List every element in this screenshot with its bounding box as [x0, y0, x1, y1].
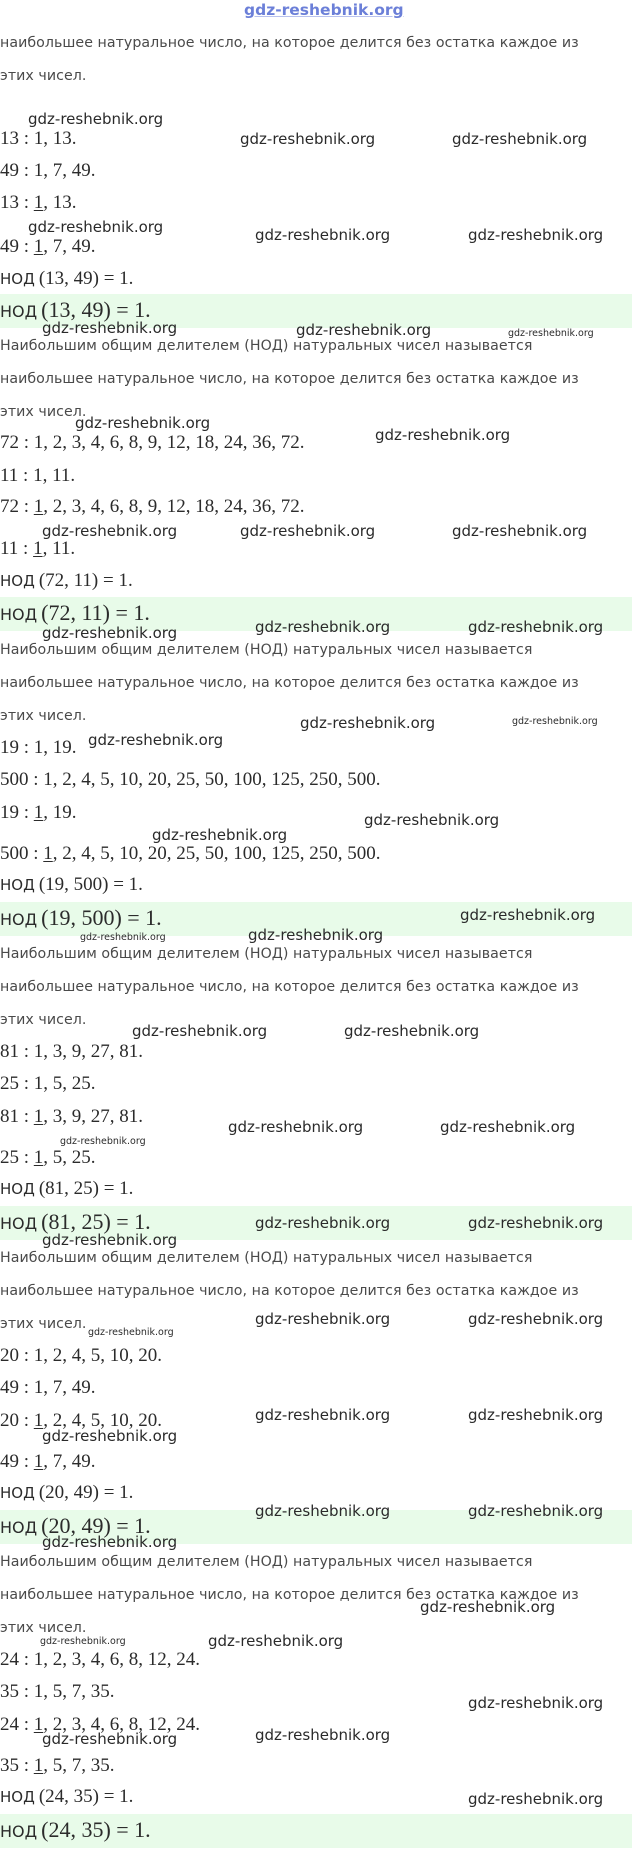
- watermark-text: gdz-reshebnik.org: [468, 1406, 604, 1424]
- watermark-text: gdz-reshebnik.org: [364, 811, 500, 829]
- watermark-text: gdz-reshebnik.org: [344, 1022, 480, 1040]
- divisors-line: 49 : 1, 7, 49.: [0, 1377, 96, 1398]
- definition-line-1: Наибольшим общим делителем (НОД) натуральных чисел называется: [0, 1250, 533, 1266]
- watermark-text: gdz-reshebnik.org: [468, 1310, 604, 1328]
- definition-line-2: наибольшее натуральное число, на которое делится без остатка каждое из: [0, 371, 579, 387]
- watermark-text: gdz-reshebnik.org: [508, 328, 594, 339]
- watermark-text: gdz-reshebnik.org: [42, 624, 178, 642]
- watermark-text: gdz-reshebnik.org: [28, 110, 164, 128]
- watermark-text: gdz-reshebnik.org: [460, 906, 596, 924]
- site-watermark-link[interactable]: gdz-reshebnik.org: [244, 1, 404, 19]
- watermark-text: gdz-reshebnik.org: [42, 1533, 178, 1551]
- watermark-text: gdz-reshebnik.org: [468, 226, 604, 244]
- answer-line: НОД (24, 35) = 1.: [0, 1817, 151, 1842]
- divisors-marked-line: 11 : 1, 11.: [0, 538, 76, 559]
- watermark-text: gdz-reshebnik.org: [240, 130, 376, 148]
- watermark-text: gdz-reshebnik.org: [60, 1136, 146, 1147]
- definition-line-2: наибольшее натуральное число, на которое делится без остатка каждое из: [0, 1587, 579, 1603]
- watermark-text: gdz-reshebnik.org: [42, 1231, 178, 1249]
- watermark-text: gdz-reshebnik.org: [255, 1406, 391, 1424]
- watermark-text: gdz-reshebnik.org: [80, 932, 166, 943]
- watermark-text: gdz-reshebnik.org: [375, 426, 511, 444]
- watermark-text: gdz-reshebnik.org: [255, 1214, 391, 1232]
- watermark-text: gdz-reshebnik.org: [255, 618, 391, 636]
- answer-line: НОД (13, 49) = 1.: [0, 297, 151, 322]
- watermark-text: gdz-reshebnik.org: [255, 1726, 391, 1744]
- watermark-text: gdz-reshebnik.org: [255, 1502, 391, 1520]
- definition-line-3: этих чисел.: [0, 1316, 87, 1332]
- watermark-text: gdz-reshebnik.org: [208, 1632, 344, 1650]
- watermark-text: gdz-reshebnik.org: [468, 1694, 604, 1712]
- divisors-line: 19 : 1, 19.: [0, 737, 77, 758]
- divisors-marked-line: 81 : 1, 3, 9, 27, 81.: [0, 1106, 144, 1127]
- watermark-text: gdz-reshebnik.org: [420, 1598, 556, 1616]
- watermark-text: gdz-reshebnik.org: [452, 522, 588, 540]
- watermark-text: gdz-reshebnik.org: [75, 414, 211, 432]
- gcd-line: НОД (81, 25) = 1.: [0, 1178, 134, 1199]
- definition-line-1: Наибольшим общим делителем (НОД) натуральных чисел называется: [0, 946, 533, 962]
- watermark-text: gdz-reshebnik.org: [468, 618, 604, 636]
- watermark-text: gdz-reshebnik.org: [296, 321, 432, 339]
- divisors-line: 35 : 1, 5, 7, 35.: [0, 1681, 115, 1702]
- divisors-line: 49 : 1, 7, 49.: [0, 160, 96, 181]
- definition-line-3: этих чисел.: [0, 404, 87, 420]
- answer-line: НОД (72, 11) = 1.: [0, 600, 150, 625]
- divisors-marked-line: 49 : 1, 7, 49.: [0, 1451, 96, 1472]
- watermark-text: gdz-reshebnik.org: [28, 218, 164, 236]
- watermark-text: gdz-reshebnik.org: [468, 1214, 604, 1232]
- definition-line-3: этих чисел.: [0, 1620, 87, 1636]
- divisors-line: 72 : 1, 2, 3, 4, 6, 8, 9, 12, 18, 24, 36, 72.: [0, 432, 305, 453]
- watermark-text: gdz-reshebnik.org: [300, 714, 436, 732]
- watermark-text: gdz-reshebnik.org: [42, 319, 178, 337]
- watermark-text: gdz-reshebnik.org: [440, 1118, 576, 1136]
- definition-line-3: этих чисел.: [0, 708, 87, 724]
- divisors-marked-line: 25 : 1, 5, 25.: [0, 1147, 96, 1168]
- divisors-marked-line: 35 : 1, 5, 7, 35.: [0, 1755, 115, 1776]
- watermark-text: gdz-reshebnik.org: [88, 731, 224, 749]
- watermark-text: gdz-reshebnik.org: [42, 1427, 178, 1445]
- watermark-text: gdz-reshebnik.org: [255, 1310, 391, 1328]
- watermark-text: gdz-reshebnik.org: [240, 522, 376, 540]
- definition-line-1: Наибольшим общим делителем (НОД) натуральных чисел называется: [0, 338, 533, 354]
- watermark-text: gdz-reshebnik.org: [132, 1022, 268, 1040]
- gcd-line: НОД (72, 11) = 1.: [0, 570, 133, 591]
- definition-line-1: Наибольшим общим делителем (НОД) натуральных чисел называется: [0, 642, 533, 658]
- watermark-text: gdz-reshebnik.org: [40, 1636, 126, 1647]
- watermark-text: gdz-reshebnik.org: [88, 1327, 174, 1338]
- gcd-line: НОД (24, 35) = 1.: [0, 1786, 134, 1807]
- definition-line-2: наибольшее натуральное число, на которое делится без остатка каждое из: [0, 979, 579, 995]
- watermark-text: gdz-reshebnik.org: [468, 1790, 604, 1808]
- divisors-marked-line: 500 : 1, 2, 4, 5, 10, 20, 25, 50, 100, 125, 250, 500.: [0, 843, 381, 864]
- gcd-line: НОД (19, 500) = 1.: [0, 874, 143, 895]
- divisors-marked-line: 72 : 1, 2, 3, 4, 6, 8, 9, 12, 18, 24, 36, 72.: [0, 496, 305, 517]
- divisors-line: 11 : 1, 11.: [0, 465, 76, 486]
- answer-line: НОД (19, 500) = 1.: [0, 905, 162, 930]
- divisors-line: 81 : 1, 3, 9, 27, 81.: [0, 1041, 144, 1062]
- divisors-line: 25 : 1, 5, 25.: [0, 1073, 96, 1094]
- watermark-text: gdz-reshebnik.org: [42, 522, 178, 540]
- watermark-text: gdz-reshebnik.org: [248, 926, 384, 944]
- answer-line: НОД (20, 49) = 1.: [0, 1513, 151, 1538]
- watermark-text: gdz-reshebnik.org: [42, 1730, 178, 1748]
- divisors-marked-line: 19 : 1, 19.: [0, 802, 77, 823]
- definition-line-3: этих чисел.: [0, 68, 87, 84]
- watermark-text: gdz-reshebnik.org: [468, 1502, 604, 1520]
- divisors-marked-line: 20 : 1, 2, 4, 5, 10, 20.: [0, 1410, 163, 1431]
- watermark-text: gdz-reshebnik.org: [228, 1118, 364, 1136]
- gcd-line: НОД (13, 49) = 1.: [0, 268, 134, 289]
- watermark-text: gdz-reshebnik.org: [512, 716, 598, 727]
- definition-line-3: этих чисел.: [0, 1012, 87, 1028]
- watermark-text: gdz-reshebnik.org: [152, 826, 288, 844]
- definition-line-1: Наибольшим общим делителем (НОД) натуральных чисел называется: [0, 1554, 533, 1570]
- divisors-line: 500 : 1, 2, 4, 5, 10, 20, 25, 50, 100, 125, 250, 500.: [0, 769, 381, 790]
- gcd-line: НОД (20, 49) = 1.: [0, 1482, 134, 1503]
- watermark-text: gdz-reshebnik.org: [452, 130, 588, 148]
- divisors-marked-line: 13 : 1, 13.: [0, 192, 77, 213]
- divisors-line: 20 : 1, 2, 4, 5, 10, 20.: [0, 1345, 163, 1366]
- definition-line-2: наибольшее натуральное число, на которое делится без остатка каждое из: [0, 35, 579, 51]
- watermark-text: gdz-reshebnik.org: [255, 226, 391, 244]
- divisors-line: 24 : 1, 2, 3, 4, 6, 8, 12, 24.: [0, 1649, 201, 1670]
- definition-line-2: наибольшее натуральное число, на которое делится без остатка каждое из: [0, 675, 579, 691]
- divisors-marked-line: 49 : 1, 7, 49.: [0, 236, 96, 257]
- definition-line-2: наибольшее натуральное число, на которое делится без остатка каждое из: [0, 1283, 579, 1299]
- divisors-line: 13 : 1, 13.: [0, 128, 77, 149]
- divisors-marked-line: 24 : 1, 2, 3, 4, 6, 8, 12, 24.: [0, 1714, 201, 1735]
- answer-line: НОД (81, 25) = 1.: [0, 1209, 151, 1234]
